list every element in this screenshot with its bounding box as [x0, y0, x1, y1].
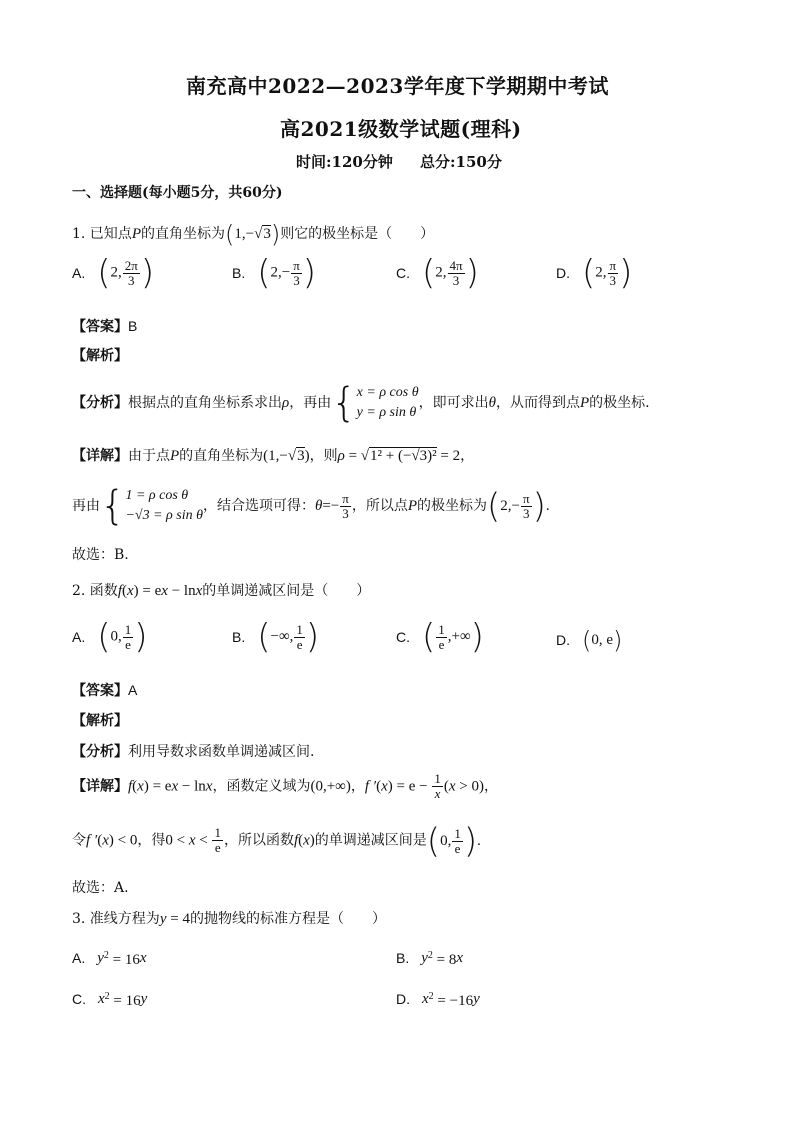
- q1-fenxi: 【分析】根据点的直角坐标系求出ρ，再由{ x = ρ cos θ y = ρ sin θ ，即可求出θ，从而得到点P的极坐标.: [72, 380, 650, 426]
- q1-analysis-label: 【解析】: [72, 348, 128, 364]
- q2-detail-line1: 【详解】f(x) = ex − lnx，函数定义域为(0,+∞)，f ′(x) = e − $\frac{1}{x}$ (x > 0)，: [72, 771, 498, 801]
- q2-detail-line2: 令f ′(x) < 0，得0 < x < $\frac{1}{e}$ ，所以函数f(x)的单调递减区间是(0, $\frac{1}{e}$ ).: [72, 821, 481, 862]
- q3-option-b[interactable]: B. y $^2$ = 8 x: [396, 950, 464, 968]
- q1-option-a[interactable]: A. (2, $\frac{2\pi}{3}$ ): [72, 253, 155, 293]
- page-title: 南充高中2022—2023学年度下学期期中考试: [186, 74, 609, 98]
- q2-analysis-label: 【解析】: [72, 713, 128, 729]
- exam-score: 总分:150分: [420, 153, 502, 171]
- q2-answer: 【答案】A: [72, 682, 138, 699]
- q2-stem: 2. 函数f(x) = ex − lnx的单调递减区间是（ ）: [72, 583, 371, 599]
- q3-option-a[interactable]: A. y $^2$ = 16 x: [72, 950, 147, 968]
- section-heading: 一、选择题(每小题5分，共60分): [72, 185, 283, 201]
- q1-stem: 1. 已知点P的直角坐标为(1,−√3)则它的极坐标是（ ）: [72, 220, 435, 249]
- q2-option-c[interactable]: C. ( $\frac{1}{e}$ ,+∞): [396, 617, 484, 657]
- q2-option-b[interactable]: B. (−∞, $\frac{1}{e}$ ): [232, 617, 320, 657]
- q1-conclusion: 故选：B.: [72, 547, 129, 563]
- q1-option-c[interactable]: C. (2, $\frac{4\pi}{3}$ ): [396, 253, 479, 293]
- q3-option-c[interactable]: C. x $^2$ = 16 y: [72, 991, 148, 1009]
- exam-time: 时间:120分钟: [296, 153, 393, 171]
- q1-detail-line2: 再由{ 1 = ρ cos θ −√3 = ρ sin θ ，结合选项可得：θ=− $\frac{\pi}{3}$ ，所以点P的极坐标为(2,− $\frac{\pi}{3}$ ).: [72, 483, 550, 529]
- q1-answer: 【答案】B: [72, 318, 138, 335]
- page-subtitle: 高2021级数学试题(理科): [280, 117, 522, 141]
- q2-conclusion: 故选：A.: [72, 880, 129, 896]
- q3-stem: 3. 准线方程为y = 4的抛物线的标准方程是（ ）: [72, 911, 386, 927]
- q2-option-d[interactable]: D. (0, e): [556, 626, 623, 655]
- q2-fenxi: 【分析】利用导数求函数单调递减区间.: [72, 744, 315, 760]
- q1-option-d[interactable]: D. (2, $\frac{\pi}{3}$ ): [556, 253, 633, 293]
- q3-option-d[interactable]: D. x $^2$ = −16 y: [396, 991, 480, 1009]
- q2-option-a[interactable]: A. (0, $\frac{1}{e}$ ): [72, 617, 148, 657]
- q1-option-b[interactable]: B. (2,− $\frac{\pi}{3}$ ): [232, 253, 317, 293]
- q1-detail-line1: 【详解】由于点P的直角坐标为(1,−√3)，则ρ = √1² + (−√3)² = 2，: [72, 448, 475, 464]
